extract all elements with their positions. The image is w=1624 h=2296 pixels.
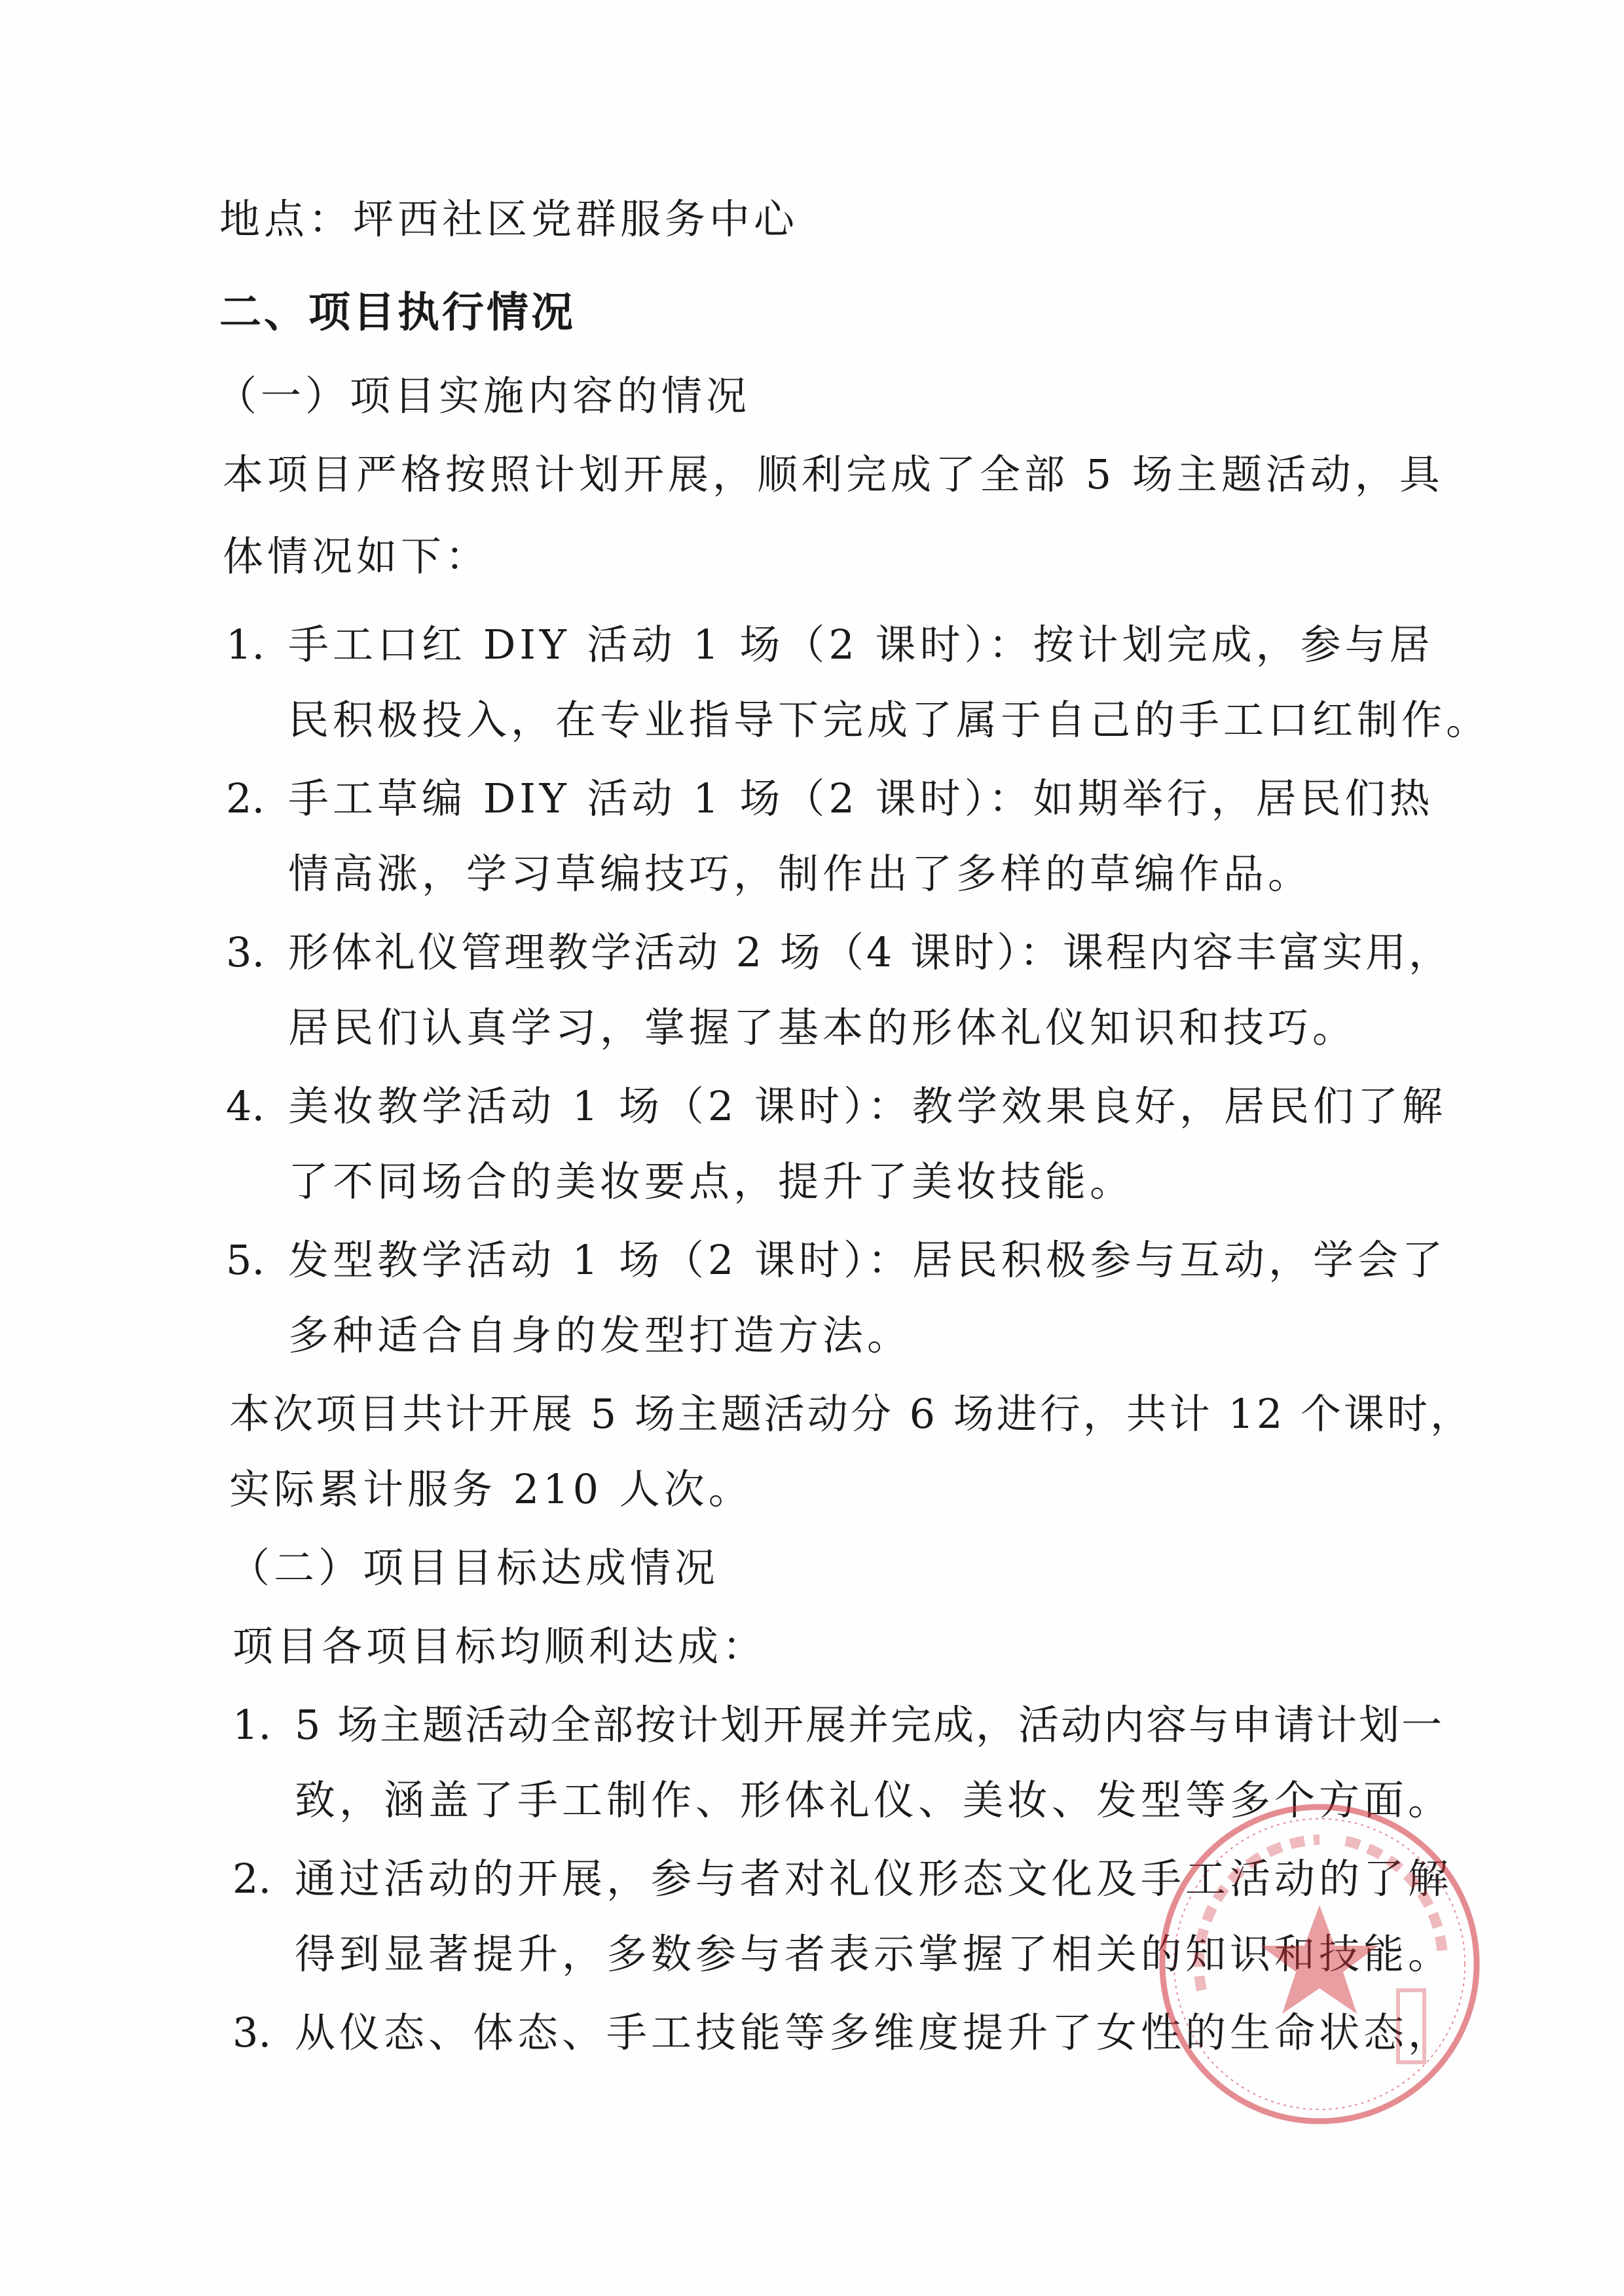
summary-line-1: 本次项目共计开展 5 场主题活动分 6 场进行，共计 12 个课时， xyxy=(229,1390,1474,1438)
list-item-line: 手工口红 DIY 活动 1 场（2 课时）：按计划完成，参与居 xyxy=(288,621,1434,668)
list-item-number: 3. xyxy=(232,2009,272,2056)
list-item-number: 1. xyxy=(232,1701,272,1749)
list-item-number: 4. xyxy=(226,1082,265,1130)
section-heading: 二、项目执行情况 xyxy=(219,289,576,337)
intro-paragraph-line-2: 体情况如下： xyxy=(223,532,490,580)
list-item-line: 民积极投入，在专业指导下完成了属于自己的手工口红制作。 xyxy=(288,696,1491,744)
list-item-number: 2. xyxy=(232,1855,272,1903)
list-item-number: 3. xyxy=(226,928,265,976)
list-item-line: 居民们认真学习，掌握了基本的形体礼仪知识和技巧。 xyxy=(288,1004,1357,1051)
summary-line-2: 实际累计服务 210 人次。 xyxy=(229,1465,753,1513)
list-item-number: 1. xyxy=(226,621,265,668)
list-item-line: 致，涵盖了手工制作、形体礼仪、美妆、发型等多个方面。 xyxy=(295,1776,1453,1824)
list-item-line: 手工草编 DIY 活动 1 场（2 课时）：如期举行，居民们热 xyxy=(288,774,1434,822)
list-item-line: 从仪态、体态、手工技能等多维度提升了女性的生命状态， xyxy=(295,2009,1453,2056)
list-item-number: 5. xyxy=(226,1236,265,1284)
list-item-line: 了不同场合的美妆要点，提升了美妆技能。 xyxy=(288,1157,1135,1205)
list-item-number: 2. xyxy=(226,774,265,822)
list-item-line: 得到显著提升，多数参与者表示掌握了相关的知识和技能。 xyxy=(295,1930,1453,1978)
list-item-line: 5 场主题活动全部按计划开展并完成，活动内容与申请计划一 xyxy=(295,1701,1445,1749)
location-line: 地点：坪西社区党群服务中心 xyxy=(219,195,799,243)
subsection-heading-1: （一）项目实施内容的情况 xyxy=(216,372,751,420)
list-item-line: 形体礼仪管理教学活动 2 场（4 课时）：课程内容丰富实用， xyxy=(288,928,1452,976)
list-item-line: 通过活动的开展，参与者对礼仪形态文化及手工活动的了解 xyxy=(295,1855,1453,1903)
red-seal-stamp-icon xyxy=(1149,1794,1490,2134)
list-item-line: 美妆教学活动 1 场（2 课时）：教学效果良好，居民们了解 xyxy=(288,1082,1447,1130)
list-item-line: 发型教学活动 1 场（2 课时）：居民积极参与互动，学会了 xyxy=(288,1236,1447,1284)
subsection-heading-2: （二）项目目标达成情况 xyxy=(229,1544,720,1592)
goals-intro: 项目各项目标均顺利达成： xyxy=(232,1622,767,1670)
list-item-line: 多种适合自身的发型打造方法。 xyxy=(288,1311,912,1359)
list-item-line: 情高涨，学习草编技巧，制作出了多样的草编作品。 xyxy=(288,850,1313,898)
intro-paragraph-line-1: 本项目严格按照计划开展，顺利完成了全部 5 场主题活动，具 xyxy=(223,450,1444,498)
